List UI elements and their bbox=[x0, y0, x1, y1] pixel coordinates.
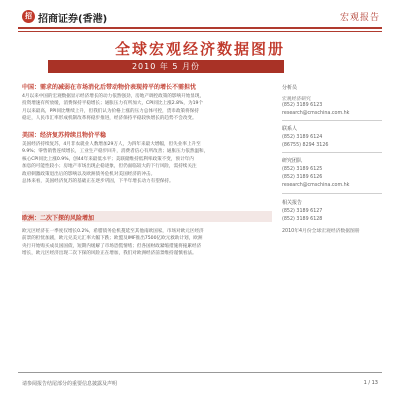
page-number: 1 / 13 bbox=[363, 380, 378, 386]
body-line: 核心CPI同比上涨0.9%，创44年来最低水平；美联储维持低利率政策不变，预计年内 bbox=[22, 156, 194, 162]
section-heading-china: 中国：需求的减弱在市场消化后带动物价表现持平的增长不需担忧 bbox=[22, 84, 197, 91]
body-line: 美国经济持续复苏，4月非农就业人数增加29万人，为四年来最大增幅，但失业率上升至 bbox=[22, 142, 201, 147]
body-line: 总体来看，美国经济复苏的基础正在逐步巩固，下半年增长动力有望保持。 bbox=[22, 178, 174, 184]
analyst-item: (852) 3189 6123 bbox=[282, 103, 323, 108]
section-heading-us: 美国：经济复苏持续且物价平稳 bbox=[22, 132, 107, 139]
body-line: 央行开始购买成员国国债，短期内缓解了市场恐慌情绪；但各国财政紧缩措施将拖累经济 bbox=[22, 243, 202, 249]
section-body-china bbox=[22, 93, 272, 123]
report-title: 全球宏观经济数据图册 bbox=[114, 40, 285, 58]
body-line: 月以来最高，PPI同比继续上升，但我们认为价格上涨的压力总体可控，货币政策将保持 bbox=[22, 108, 199, 114]
company-name: 招商证券(香港) bbox=[38, 14, 108, 25]
header-divider-thin bbox=[18, 31, 382, 32]
analyst-heading: 分析员 bbox=[282, 85, 298, 91]
header-divider bbox=[18, 27, 382, 29]
body-line: 增长，欧元区经济出现二次下探的风险正在增加，我们对欧洲经济前景维持谨慎看法。 bbox=[22, 251, 197, 257]
body-line: 政府刺激政策退出后的影响以及欧洲债务危机对美国经济的冲击。 bbox=[22, 171, 156, 177]
footer-disclaimer: 请参阅报告结尾部分的重要信息披露及声明 bbox=[22, 381, 118, 387]
body-line: 欧元区经济在一季度仅增长0.2%，希腊债务危机蔓延至其他南欧国家，市场对欧元区经济 bbox=[22, 229, 204, 234]
section-body-us bbox=[22, 141, 272, 185]
body-line: 加息的可能性较小；房地产市场出现企稳迹象，但仍面临较大的下行风险，需持续关注 bbox=[22, 164, 197, 170]
body-line: 9.9%；零售销售连续增长，工业生产稳步回升，消费者信心有所改善；通胀压力依然温和， bbox=[22, 149, 209, 155]
body-line: 前景的担忧加剧，欧元兑美元汇率大幅下跌；欧盟及IMF推出7500亿欧元救助计划，欧洲 bbox=[22, 236, 203, 242]
team-item: (852) 3189 6125 bbox=[282, 167, 323, 172]
section-heading-europe: 欧洲：二次下探的风险增加 bbox=[22, 215, 95, 222]
related-item: (852) 3189 6127 bbox=[282, 209, 323, 214]
company-logo-icon: 招 bbox=[22, 10, 35, 23]
contact-item: (86755) 8294 3126 bbox=[282, 143, 329, 148]
report-date: 2010 年 5 月份 bbox=[131, 62, 201, 71]
contact-item: (852) 3189 6124 bbox=[282, 135, 323, 140]
right-column-divider bbox=[282, 193, 382, 194]
section-body-europe bbox=[22, 228, 272, 258]
right-column-divider bbox=[282, 120, 382, 121]
footer-divider bbox=[18, 372, 382, 373]
contact-heading: 联系人 bbox=[282, 126, 298, 132]
report-type-label: 宏观报告 bbox=[339, 13, 380, 23]
analyst-item: 宏观经济研究 bbox=[282, 97, 311, 102]
body-line: 投资增速有所放缓，消费保持平稳增长；通胀压力有所加大，CPI同比上涨2.8%，为19个 bbox=[22, 101, 204, 107]
body-line: 4月以来中国的宏观数据显示经济增长的动力依然强劲，房地产调控政策的影响开始显现， bbox=[22, 94, 205, 99]
team-heading: 研究团队 bbox=[282, 158, 303, 164]
related-heading: 相关报告 bbox=[282, 200, 303, 206]
body-line: 稳定，人民币汇率形成机制改革将稳步推进，经济保持平稳较快增长的趋势不会改变。 bbox=[22, 116, 197, 122]
team-email[interactable]: research@cmschina.com.hk bbox=[282, 183, 350, 188]
right-column-divider bbox=[282, 152, 382, 153]
related-item: (852) 3189 6128 bbox=[282, 217, 323, 222]
related-report-link[interactable]: 2010年4月份全球宏观经济数据图册 bbox=[282, 229, 360, 234]
analyst-email[interactable]: research@cmschina.com.hk bbox=[282, 111, 350, 116]
team-item: (852) 3189 6126 bbox=[282, 175, 323, 180]
